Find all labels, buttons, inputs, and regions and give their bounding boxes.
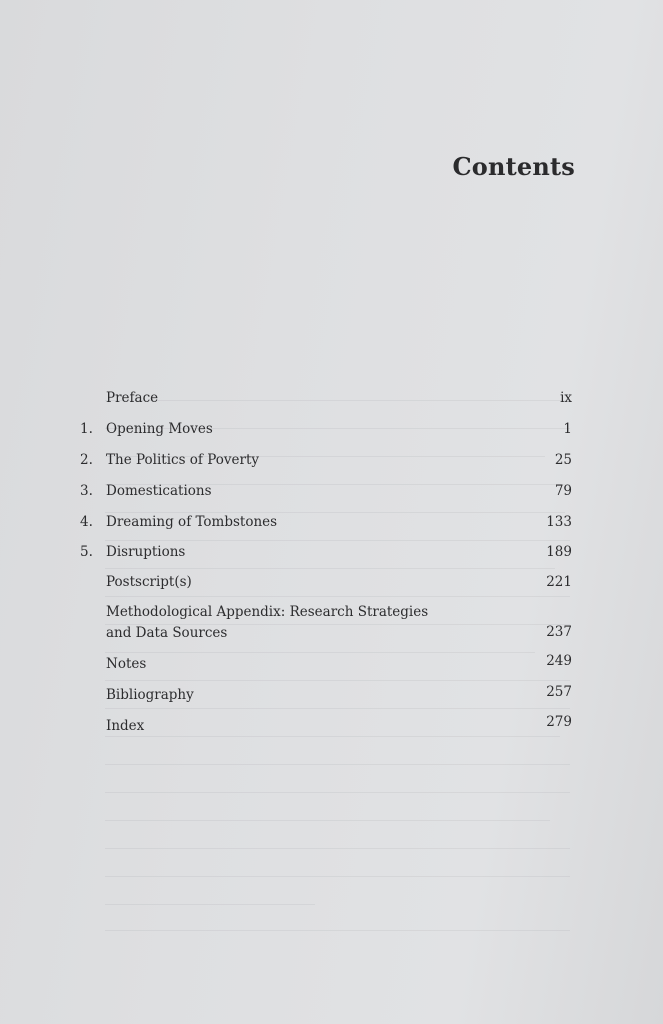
toc-entry-page: 189 [546,544,572,560]
contents-heading: Contents [452,152,575,181]
toc-entry-page: 279 [546,714,572,730]
toc-entry-title: Domestications [106,483,212,499]
toc-entry-page: 257 [546,684,572,700]
toc-entry-title: Preface [106,390,159,406]
toc-entry-title: Bibliography [106,687,194,703]
toc-entry-page: 133 [546,514,572,530]
toc-entry-page: 237 [546,624,572,640]
toc-entry-page: ix [560,390,572,406]
toc-entry-number: 5. [80,544,93,560]
toc-entry-page: 25 [554,452,572,468]
toc-entry-page: 79 [554,483,572,499]
toc-entry-number: 2. [80,452,93,468]
toc-entry-page: 249 [546,653,572,669]
toc-entry-title-line-2: and Data Sources [106,625,228,641]
toc-entry-title: Index [106,718,145,734]
toc-entry-methodological-appendix [0,602,663,644]
toc-entry-number: 4. [80,514,93,530]
toc-entry-page: 221 [546,574,572,590]
toc-entry-title: Disruptions [106,544,186,560]
toc-entry-title: Notes [106,656,147,672]
toc-entry-title: Dreaming of Tombstones [106,514,278,530]
toc-entry-title: Opening Moves [106,421,213,437]
toc-entry-title-line-1: Methodological Appendix: Research Strategies [106,604,429,620]
toc-entry-page: 1 [563,421,572,437]
toc-entry-title: The Politics of Poverty [106,452,260,468]
toc-entry-number: 1. [80,421,93,437]
toc-entry-title: Postscript(s) [106,574,192,590]
toc-entry-number: 3. [80,483,93,499]
